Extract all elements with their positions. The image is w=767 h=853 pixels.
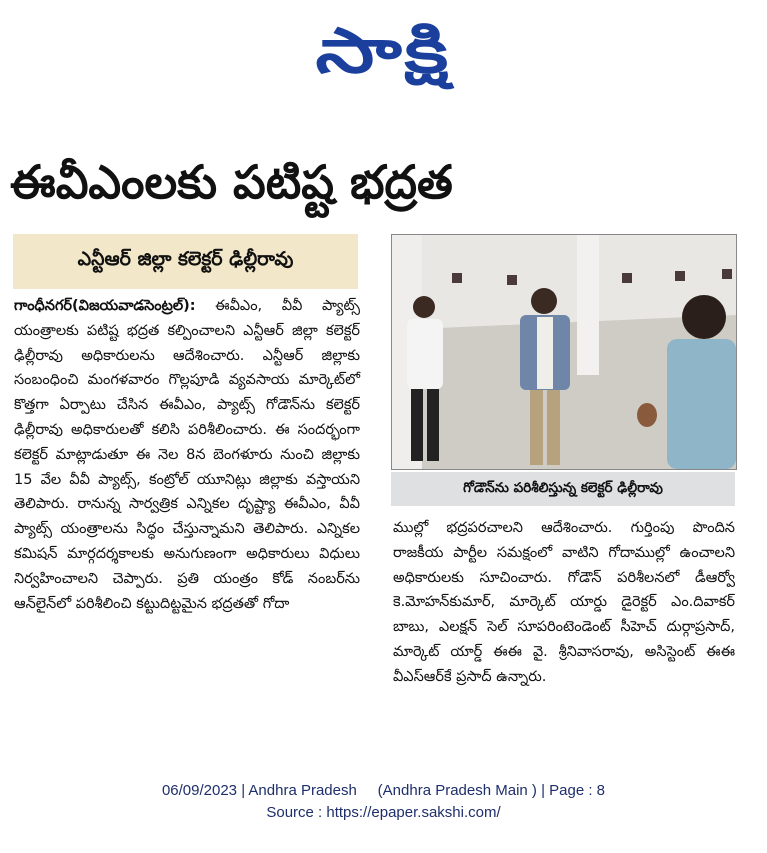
masthead-title: సాక్షి — [315, 14, 452, 87]
photo-caption-box — [391, 472, 735, 506]
article-column-right — [393, 516, 735, 690]
article-column-left — [14, 294, 360, 616]
article-dateline: గాంధీనగర్‌(విజయవాడసెంట్రల్‌): — [14, 298, 196, 314]
page-footer — [0, 780, 767, 824]
footer-meta: 06/09/2023 | Andhra Pradesh (Andhra Pradesh Main ) | Page : 8 — [161, 782, 606, 799]
article-photo — [391, 234, 737, 470]
footer-source: Source : https://epaper.sakshi.com/ — [266, 804, 501, 821]
article-subheadline: ఎన్టీఆర్‌ జిల్లా కలెక్టర్‌ ఢిల్లీరావు — [77, 248, 294, 270]
article-body-left: ఈవీఎం, వీవీ ప్యాట్స్‌ యంత్రాలకు పటిష్ట భద్రత కల్పించాలని ఎన్టీఆర్‌ జిల్లా కలెక్టర్‌ ఢిల్లీరావు అధికారులను ఆదేశించారు. ఎన్టీఆర్‌ జిల్లాకు సంబంధించి మంగళవారం గొల్లపూడి వ్యవసాయ మార్కెట్‌లో కొత్తగా ఏర్పాటు చేసిన ఈవీఎం, ప్యాట్స్‌ గోడౌన్‌ను కలెక్టర్‌ ఢిల్లీరావు అధికారులతో కలిసి పరిశీలించారు. ఈ సందర్భంగా కలెక్టర్‌ మాట్లాడుతూ ఈ నెల 8న బెంగళూరు నుంచి జిల్లాకు 15 వేల వీవీ ప్యాట్స్‌, కంట్రోల్‌ యూనిట్లు జిల్లాకు వస్తాయని తెలిపారు. రానున్న సార్వత్రిక ఎన్నికల దృష్ట్యా ఈవీఎం, వీవీ ప్యాట్స్‌ యంత్రాలను సిద్ధం చేస్తున్నామని తెలిపారు. ఎన్నికల కమిషన్‌ మార్గదర్శకాలకు అనుగుణంగా అధికారులు విధులు నిర్వహించాలని చెప్పారు. ప్రతి యంత్రం కోడ్‌ నంబర్‌ను ఆన్‌లైన్‌లో పరిశీలించి కట్టుదిట్టమైన భద్రతతో గోదా — [14, 298, 360, 612]
article-body-right: ముల్లో భద్రపరచాలని ఆదేశించారు. గుర్తింపు పొందిన రాజకీయ పార్టీల సమక్షంలో వాటిని గోదాముల్లో ఉంచాలని అధికారులకు సూచించారు. గోడౌన్‌ పరిశీలనలో డీఆర్వో కె.మోహన్‌కుమార్‌, మార్కెట్‌ యార్డు డైరెక్టర్‌ ఎం.దివాకర్‌ బాబు, ఎలక్షన్‌ సెల్‌ సూపరింటెండెంట్‌ సీహెచ్‌ దుర్గాప్రసాద్‌, మార్కెట్‌ యార్డ్‌ ఈఈ వై. శ్రీనివాసరావు, అసిస్టెంట్‌ ఈఈ వీఎస్‌ఆర్‌కే ప్రసాద్‌ ఉన్నారు. — [393, 520, 735, 685]
subheadline-box — [13, 234, 358, 289]
article-headline: ఈవీఎంలకు పటిష్ట భద్రత — [10, 155, 453, 209]
photo-caption: గోడౌన్‌ను పరిశీలిస్తున్న కలెక్టర్‌ ఢిల్లీరావు — [463, 479, 663, 496]
newspaper-logo — [0, 8, 767, 94]
